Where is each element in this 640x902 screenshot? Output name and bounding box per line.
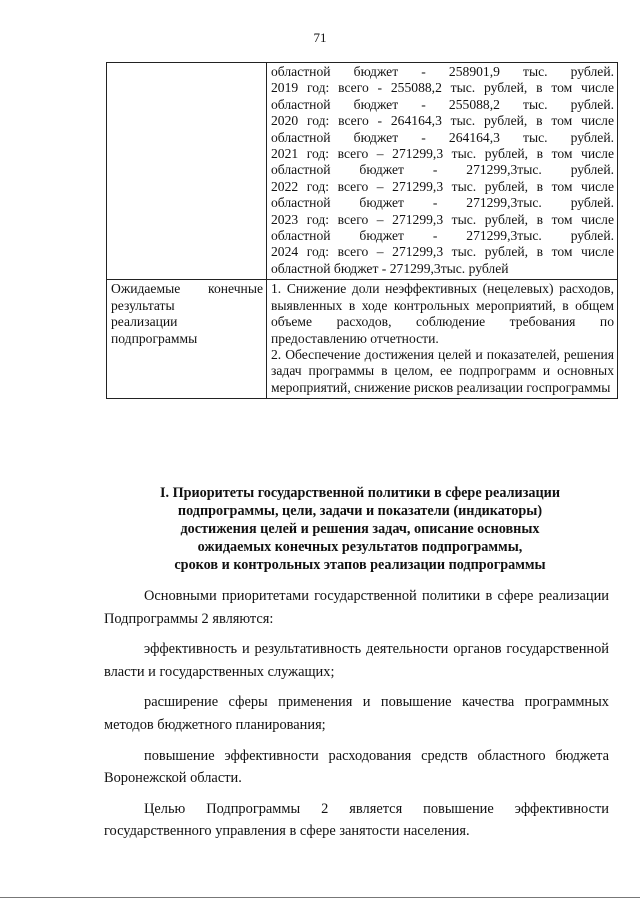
bottom-divider: [0, 897, 640, 898]
financing-line: областной бюджет - 271299,3тыс. рублей: [271, 260, 509, 276]
financing-line: 2020 год: всего - 264164,3 тыс. рублей, в том числе: [271, 113, 614, 129]
financing-value-cell: [267, 63, 618, 280]
expected-results-label: подпрограммы: [111, 330, 198, 346]
expected-results-row: [107, 280, 618, 399]
section-heading-line: ожидаемых конечных результатов подпрограммы,: [197, 539, 523, 555]
body-paragraph: Целью Подпрограммы 2 является повышение эффективности государственного управления в сфере занятости населения.: [104, 800, 609, 840]
body-paragraph: Основными приоритетами государственной политики в сфере реализации Подпрограммы 2 являются:: [104, 588, 609, 627]
expected-results-value-cell: [267, 280, 618, 399]
section-heading: [100, 484, 620, 574]
body-paragraph: эффективность и результативность деятельности органов государственной власти и государственных служащих;: [104, 641, 609, 680]
financing-row: [107, 63, 618, 280]
financing-line: 2021 год: всего – 271299,3 тыс. рублей, в том числе: [271, 146, 614, 162]
financing-line: областной бюджет - 264164,3 тыс. рублей.: [271, 129, 614, 145]
body-paragraph: расширение сферы применения и повышение качества программных методов бюджетного планирования;: [104, 694, 609, 733]
expected-results-label: реализации: [111, 314, 178, 330]
financing-line: областной бюджет - 258901,9 тыс. рублей.: [271, 64, 614, 79]
expected-result-item: 2. Обеспечение достижения целей и показателей, решения задач программы в целом, ее подпрограмм и основных мероприятий, снижение рисков реализации госпрограммы: [271, 346, 614, 395]
financing-line: областной бюджет - 271299,3тыс. рублей.: [271, 195, 614, 211]
subprogram-passport-table: [106, 62, 618, 399]
expected-results-label: Ожидаемые конечные: [111, 281, 263, 297]
section-heading-line: I. Приоритеты государственной политики в сфере реализации: [159, 485, 561, 501]
financing-line: областной бюджет - 271299,3тыс. рублей.: [271, 228, 614, 244]
financing-line: 2022 год: всего – 271299,3 тыс. рублей, в том числе: [271, 178, 614, 194]
section-heading-line: сроков и контрольных этапов реализации подпрограммы: [174, 557, 546, 573]
financing-line: областной бюджет - 271299,3тыс. рублей.: [271, 162, 614, 178]
body-paragraph: повышение эффективности расходования средств областного бюджета Воронежской области.: [104, 747, 609, 787]
section-heading-line: достижения целей и решения задач, описание основных: [180, 521, 540, 537]
section-body: [104, 585, 609, 851]
page-number: 71: [313, 30, 327, 45]
expected-results-label: результаты: [111, 297, 175, 313]
financing-label-cell: [107, 63, 267, 280]
financing-line: 2019 год: всего - 255088,2 тыс. рублей, в том числе: [271, 80, 614, 96]
expected-result-item: 1. Снижение доли неэффективных (нецелевых) расходов, выявленных в ходе контрольных мероприятий, в общем объеме расходов, соблюдение требования по предоставлению отчетности.: [271, 281, 614, 346]
financing-line: областной бюджет - 255088,2 тыс. рублей.: [271, 96, 614, 112]
financing-line: 2024 год: всего – 271299,3 тыс. рублей, в том числе: [271, 244, 614, 260]
financing-line: 2023 год: всего – 271299,3 тыс. рублей, в том числе: [271, 211, 614, 227]
section-heading-line: подпрограммы, цели, задачи и показатели (индикаторы): [177, 503, 543, 519]
expected-results-label-cell: [107, 280, 267, 399]
